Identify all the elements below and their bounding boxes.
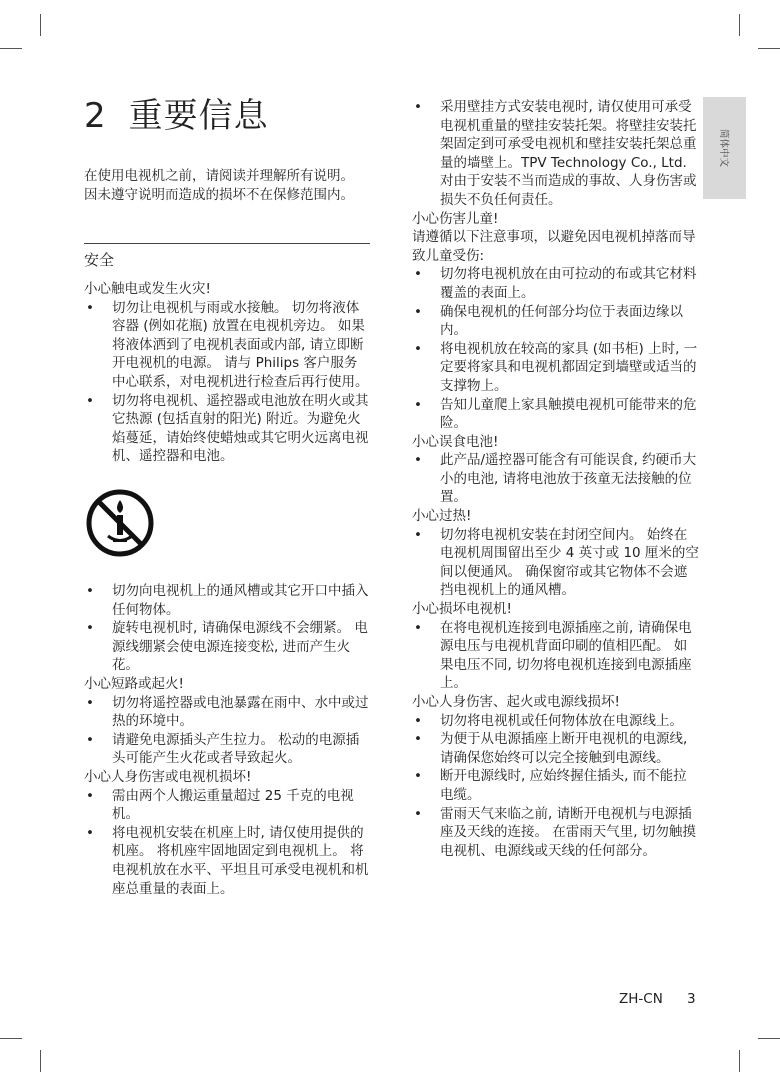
list-item: • 切勿将电视机安装在封闭空间内。 始终在电视机周围留出至少 4 英寸或 10 厘米的空间以便通风。 确保窗帘或其它物体不会遮挡电视机上的通风槽。 xyxy=(412,526,700,600)
block-heading: 小心损坏电视机! xyxy=(412,601,512,618)
chapter-title: 重要信息 xyxy=(128,96,269,136)
bullet-list xyxy=(84,694,370,768)
language-tab xyxy=(703,97,746,199)
left-block-shock xyxy=(84,280,370,466)
bullet-list xyxy=(412,526,700,600)
list-item: • 切勿将电视机放在由可拉动的布或其它材料覆盖的表面上。 xyxy=(412,265,700,302)
crop-mark xyxy=(0,1038,22,1039)
crop-mark xyxy=(758,1038,780,1039)
list-item: • 采用壁挂方式安装电视时, 请仅使用可承受电视机重量的壁挂安装托架。将壁挂安装托架固定到可承受电视机和壁挂安装托架总重量的墙壁上。TPV Technology Co., Ltd. 对由于安装不当而造成的事故、人身伤害或损失不负任何责任。 xyxy=(412,98,700,210)
bullet-list xyxy=(412,451,700,507)
list-item: • 切勿将电视机、遥控器或电池放在明火或其它热源 (包括直射的阳光) 附近。为避免火焰蔓延，请始终使蜡烛或其它明火远离电视机、遥控器和电池。 xyxy=(84,392,370,466)
block-heading: 小心伤害儿童! xyxy=(412,210,499,227)
list-item: • 请避免电源插头产生拉力。 松动的电源插头可能产生火花或者导致起火。 xyxy=(84,731,370,768)
page-number: 3 xyxy=(687,991,696,1007)
block-heading: 小心人身伤害、起火或电源线损坏! xyxy=(412,694,620,710)
section-title: 安全 xyxy=(84,251,115,269)
section-header xyxy=(84,243,370,270)
list-item: • 切勿将电视机或任何物体放在电源线上。 xyxy=(412,712,700,731)
crop-mark xyxy=(739,14,740,36)
list-item: • 旋转电视机时, 请确保电源线不会绷紧。 电源线绷紧会使电源连接变松, 进而产生火花。 xyxy=(84,619,370,675)
crop-mark xyxy=(758,48,780,49)
list-item: • 切勿将遥控器或电池暴露在雨中、水中或过热的环境中。 xyxy=(84,694,370,731)
block-heading: 小心短路或起火! xyxy=(84,675,184,692)
chapter-number: 2 xyxy=(84,96,107,136)
bullet-list xyxy=(412,98,700,210)
list-item: • 断开电源线时, 应始终握住插头, 而不能拉电缆。 xyxy=(412,767,700,804)
list-item: • 将电视机放在较高的家具 (如书柜) 上时, 一定要将家具和电视机都固定到墙壁或适当的支撑物上。 xyxy=(412,340,700,396)
page-title xyxy=(84,88,269,137)
footer-language: ZH-CN xyxy=(619,991,663,1007)
block-heading: 小心人身伤害或电视机损坏! xyxy=(84,768,252,785)
block-heading: 小心过热! xyxy=(412,508,472,525)
block-heading: 小心误食电池! xyxy=(412,433,499,450)
no-open-flame-icon xyxy=(84,487,156,559)
crop-mark xyxy=(40,1050,41,1072)
list-item: • 确保电视机的任何部分均位于表面边缘以内。 xyxy=(412,303,700,340)
bullet-list xyxy=(84,582,370,675)
bullet-list xyxy=(84,787,370,899)
list-item: • 切勿向电视机上的通风槽或其它开口中插入任何物体。 xyxy=(84,582,370,619)
bullet-list xyxy=(84,299,370,466)
list-item: • 为便于从电源插座上断开电视机的电源线, 请确保您始终可以完全接触到电源线。 xyxy=(412,730,700,767)
crop-mark xyxy=(739,1050,740,1072)
block-subheading: 请遵循以下注意事项，以避免因电视机掉落而导致儿童受伤: xyxy=(412,229,696,264)
bullet-list xyxy=(412,712,700,861)
language-tab-label: 简体中文 xyxy=(717,128,729,168)
list-item: • 雷雨天气来临之前, 请断开电视机与电源插座及天线的连接。 在雷雨天气里, 切勿触摸电视机、电源线或天线的任何部分。 xyxy=(412,805,700,861)
list-item: • 切勿让电视机与雨或水接触。 切勿将液体容器 (例如花瓶) 放置在电视机旁边。 如果将液体洒到了电视机表面或内部, 请立即断开电视机的电源。 请与 Philips 客户服务中心联系，对电视机进行检查后再行使用。 xyxy=(84,299,370,392)
list-item: • 需由两个人搬运重量超过 25 千克的电视机。 xyxy=(84,787,370,824)
crop-mark xyxy=(0,48,22,49)
right-column xyxy=(412,98,700,860)
list-item: • 告知儿童爬上家具触摸电视机可能带来的危险。 xyxy=(412,396,700,433)
block-heading: 小心触电或发生火灾! xyxy=(84,281,211,297)
bullet-list xyxy=(412,619,700,693)
section-rule xyxy=(84,243,370,244)
list-item: • 在将电视机连接到电源插座之前, 请确保电源电压与电视机背面印刷的值相匹配。 如果电压不同, 切勿将电视机连接到电源插座上。 xyxy=(412,619,700,693)
bullet-list xyxy=(412,265,700,432)
left-block-vents xyxy=(84,582,370,898)
list-item: • 将电视机安装在机座上时, 请仅使用提供的机座。 将机座牢固地固定到电视机上。 将电视机放在水平、平坦且可承受电视机和机座总重量的表面上。 xyxy=(84,824,370,898)
list-item: • 此产品/遥控器可能含有可能误食, 约硬币大小的电池, 请将电池放于孩童无法接触的位置。 xyxy=(412,451,700,507)
crop-mark xyxy=(40,14,41,36)
intro-paragraph: 在使用电视机之前，请阅读并理解所有说明。 因未遵守说明而造成的损坏不在保修范围内。 xyxy=(84,168,354,203)
